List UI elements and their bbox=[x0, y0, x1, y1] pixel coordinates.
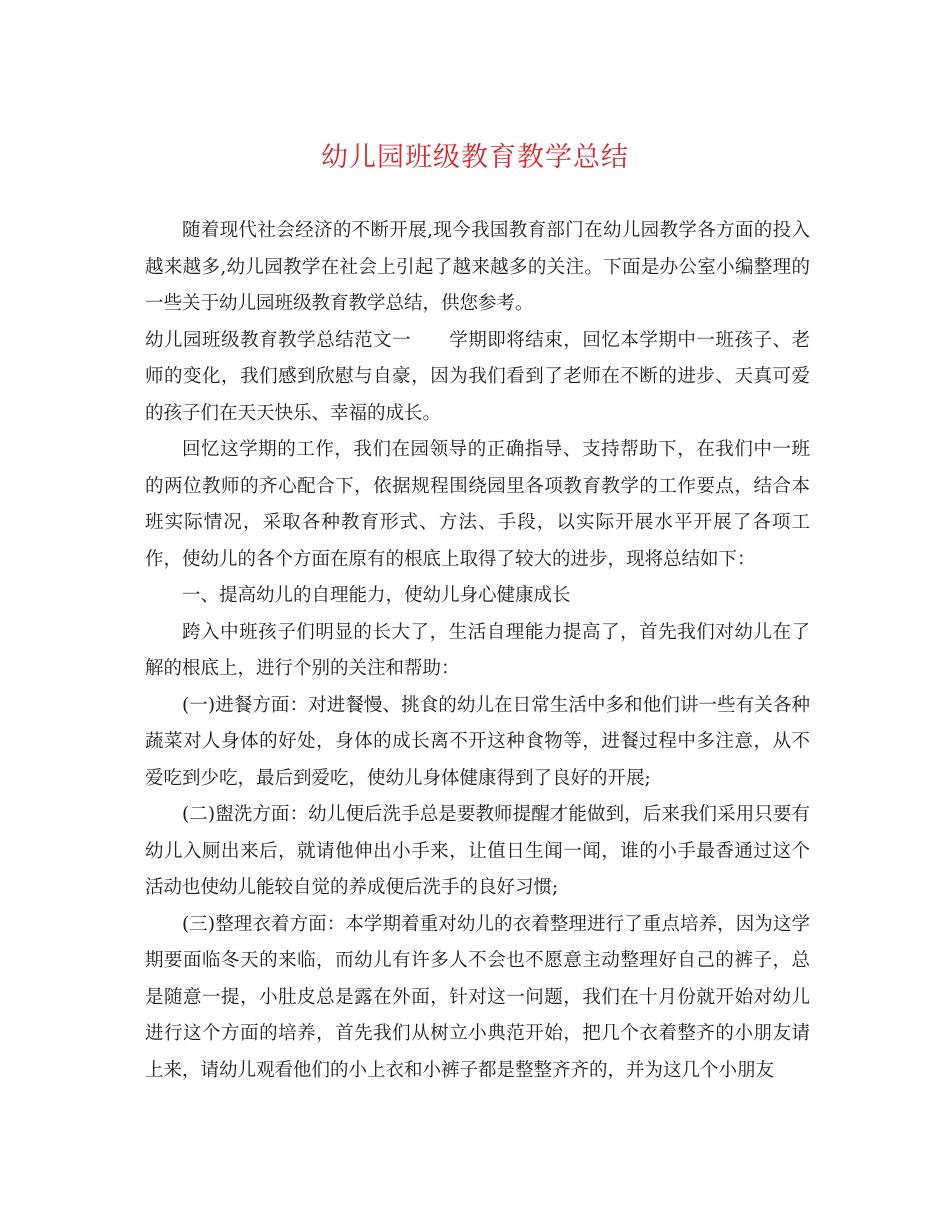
paragraph-washing: (二)盥洗方面：幼儿便后洗手总是要教师提醒才能做到，后来我们采用只要有幼儿入厕出来后，就请他伸出小手来，让值日生闻一闻，谁的小手最香通过这个活动也使幼儿能较自觉的养成便后洗手的良好习惯; bbox=[145, 804, 810, 898]
paragraph-dining: (一)进餐方面：对进餐慢、挑食的幼儿在日常生活中多和他们讲一些有关各种蔬菜对人身体的好处，身体的成长离不开这种食物等，进餐过程中多注意，从不爱吃到少吃，最后到爱吃，使幼儿身体健康得到了良好的开展; bbox=[145, 694, 810, 789]
paragraph-intro: 随着现代社会经济的不断开展,现今我国教育部门在幼儿园教学各方面的投入越来越多,幼儿园教学在社会上引起了越来越多的关注。下面是办公室小编整理的一些关于幼儿园班级教育教学总结，供您参考。 bbox=[145, 220, 810, 314]
paragraph-review: 回忆这学期的工作，我们在园领导的正确指导、支持帮助下，在我们中一班的两位教师的齐心配合下，依据规程围绕园里各项教育教学的工作要点，结合本班实际情况，采取各种教育形式、方法、手段，以实际开展水平开展了各项工作，使幼儿的各个方面在原有的根底上取得了较大的进步，现将总结如下： bbox=[145, 439, 810, 570]
paragraph-sample-one: 幼儿园班级教育教学总结范文一 学期即将结束，回忆本学期中一班孩子、老师的变化，我们感到欣慰与自豪，因为我们看到了老师在不断的进步、天真可爱的孩子们在天天快乐、幸福的成长。 bbox=[145, 329, 810, 424]
document-body bbox=[145, 213, 810, 1089]
document-title: 幼儿园班级教育教学总结 bbox=[321, 142, 629, 173]
paragraph-self-care: 跨入中班孩子们明显的长大了，生活自理能力提高了，首先我们对幼儿在了解的根底上，进行个别的关注和帮助： bbox=[145, 621, 810, 679]
section-heading-self-care: 一、提高幼儿的自理能力，使幼儿身心健康成长 bbox=[182, 585, 571, 606]
paragraph-clothing: (三)整理衣着方面：本学期着重对幼儿的衣着整理进行了重点培养，因为这学期要面临冬天的来临，而幼儿有许多人不会也不愿意主动整理好自己的裤子，总是随意一提，小肚皮总是露在外面，针对这一问题，我们在十月份就开始对幼儿进行这个方面的培养，首先我们从树立小典范开始，把几个衣着整齐的小朋友请上来，请幼儿观看他们的小上衣和小裤子都是整整齐齐的，并为这几个小朋友 bbox=[145, 913, 810, 1081]
